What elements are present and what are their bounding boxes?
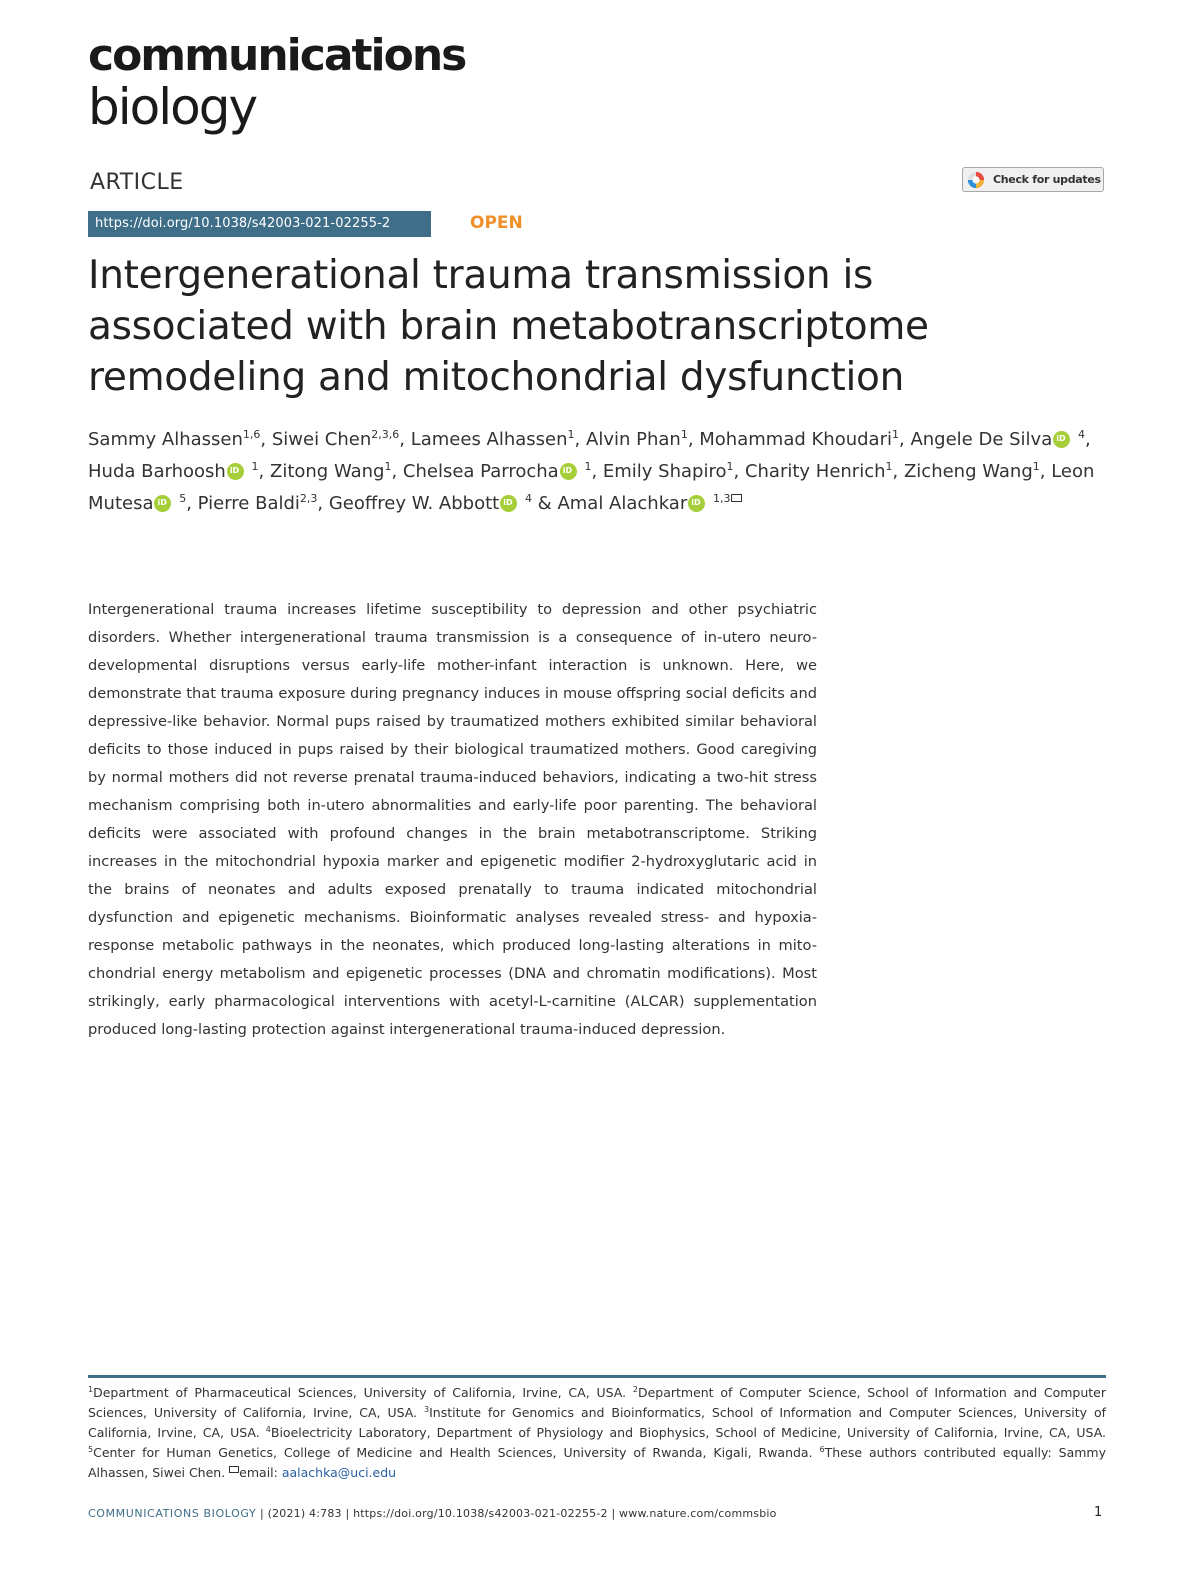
author-name[interactable]: Pierre Baldi bbox=[197, 493, 300, 514]
article-type-label: ARTICLE bbox=[90, 170, 184, 195]
author-name[interactable]: Emily Shapiro bbox=[602, 461, 727, 482]
author bbox=[403, 461, 592, 482]
affiliation-text: Department of Computer Science, School of Information and Computer Sciences, University of California, Irvine, CA, USA. bbox=[88, 1385, 1106, 1420]
author-affiliation-marker: 1 bbox=[251, 460, 259, 473]
author-affiliation-marker: 2,3 bbox=[299, 492, 318, 505]
journal-name-line2: biology bbox=[88, 78, 257, 136]
author-name[interactable]: Lamees Alhassen bbox=[410, 429, 568, 450]
check-updates-label: Check for updates bbox=[993, 173, 1101, 186]
author bbox=[586, 429, 688, 450]
email-link[interactable]: aalachka@uci.edu bbox=[281, 1465, 397, 1480]
affiliation-number: 2 bbox=[632, 1385, 638, 1394]
affiliation-text: Department of Pharmaceutical Sciences, University of California, Irvine, CA, USA. bbox=[93, 1385, 633, 1400]
article-title: Intergenerational trauma transmission is associated with brain metabotranscriptome remodeling and mitochondrial dysfunction bbox=[88, 253, 929, 400]
affiliation-text: Bioelectricity Laboratory, Department of Physiology and Biophysics, School of Medicine, University of California, Irvine, CA, USA. bbox=[270, 1425, 1106, 1440]
author-affiliation-marker: 1 bbox=[680, 428, 688, 441]
author-name[interactable]: Amal Alachkar bbox=[557, 493, 688, 514]
author bbox=[910, 429, 1085, 450]
abstract: Intergenerational trauma increases lifetime susceptibility to depression and other psychiatric disorders. Whether intergenerational trauma transmission is a consequence of in-utero neuro-developmental disruptions versus early-life mother-infant interaction is unknown. Here, we demonstrate that trauma exposure during pregnancy induces in mouse offspring social deficits and depressive-like behavior. Normal pups raised by traumatized mothers exhibited similar behavioral deficits to those induced in pups raised by their biological traumatized mothers. Good caregiving by normal mothers did not reverse prenatal trauma-induced behaviors, indicating a two-hit stress mechanism comprising both in-utero abnormalities and early-life poor parenting. The behavioral deficits were associated with profound changes in the brain metabotranscriptome. Striking increases in the mitochondrial hypoxia marker and epigenetic modifier 2-hydroxyglutaric acid in the brains of neonates and adults exposed prenatally to trauma indicated mitochondrial dysfunction and epigenetic mechanisms. Bioinformatic analyses revealed stress- and hypoxia-response metabolic pathways in the neonates, which produced long-lasting alterations in mito-chondrial energy metabolism and epigenetic processes (DNA and chromatin modifications). Most strikingly, early pharmacological interventions with acetyl-L-carnitine (ALCAR) supplementation produced long-lasting protection against intergenerational trauma-induced depression. bbox=[88, 601, 817, 1038]
author-affiliation-marker: 1 bbox=[384, 460, 392, 473]
author bbox=[699, 429, 899, 450]
affiliation-text: Institute for Genomics and Bioinformatics, School of Information and Computer Sciences, University of California, Irvine, CA, USA. bbox=[88, 1405, 1106, 1440]
affiliation-number: 5 bbox=[88, 1445, 94, 1454]
page-footer: COMMUNICATIONS BIOLOGY | (2021) 4:783 | https://doi.org/10.1038/s42003-021-02255-2 | www.nature.com/commsbio bbox=[88, 1507, 777, 1520]
author-affiliation-marker: 1 bbox=[885, 460, 893, 473]
author bbox=[603, 461, 734, 482]
author-affiliation-marker: 1 bbox=[584, 460, 592, 473]
author-affiliation-marker: 1 bbox=[1032, 460, 1040, 473]
doi-link[interactable]: https://doi.org/10.1038/s42003-021-02255-2 bbox=[88, 211, 431, 237]
affiliation-number: 6 bbox=[819, 1445, 825, 1454]
author-affiliation-marker: 1 bbox=[567, 428, 575, 441]
author-affiliation-marker: 1 bbox=[726, 460, 734, 473]
orcid-icon[interactable] bbox=[154, 495, 171, 512]
affiliations bbox=[88, 1383, 1106, 1483]
author-name[interactable]: Geoffrey W. Abbott bbox=[328, 493, 500, 514]
orcid-icon[interactable] bbox=[500, 495, 517, 512]
orcid-icon[interactable] bbox=[688, 495, 705, 512]
journal-name-line1: communications bbox=[88, 30, 466, 81]
author bbox=[904, 461, 1040, 482]
author-name[interactable]: Zicheng Wang bbox=[903, 461, 1033, 482]
affiliation-text: These authors contributed equally: Sammy Alhassen, Siwei Chen. bbox=[88, 1445, 1106, 1480]
author bbox=[329, 493, 532, 514]
affiliation-number: 1 bbox=[88, 1385, 94, 1394]
author-affiliation-marker: 1 bbox=[891, 428, 899, 441]
affiliation-text: Center for Human Genetics, College of Medicine and Health Sciences, University of Rwanda, Kigali, Rwanda. bbox=[93, 1445, 820, 1460]
author bbox=[745, 461, 893, 482]
author-name[interactable]: Zitong Wang bbox=[270, 461, 385, 482]
author bbox=[88, 461, 259, 482]
author-name[interactable]: Mohammad Khoudari bbox=[699, 429, 892, 450]
author-affiliation-marker: 4 bbox=[524, 492, 532, 505]
author-name[interactable]: Chelsea Parrocha bbox=[402, 461, 559, 482]
open-access-badge: OPEN bbox=[470, 213, 523, 233]
author bbox=[270, 461, 391, 482]
footer-url[interactable]: www.nature.com/commsbio bbox=[619, 1507, 777, 1520]
orcid-icon[interactable] bbox=[1053, 431, 1070, 448]
affiliation-number: 3 bbox=[424, 1405, 430, 1414]
author-affiliation-marker: 4 bbox=[1077, 428, 1085, 441]
author bbox=[198, 493, 318, 514]
author-name[interactable]: Angele De Silva bbox=[910, 429, 1053, 450]
author-affiliation-marker: 1,3 bbox=[712, 492, 731, 505]
author-name[interactable]: Alvin Phan bbox=[586, 429, 681, 450]
author-list: Sammy Alhassen$^{1,6}$, Siwei Chen$^{2,3,6}$, Lamees Alhassen$^1$, Alvin Phan$^1$, Mohammad Khoudari$^1$, Angele De SilvaiD $^4$, Huda BarhooshiD $^1$, Zitong Wang$^1$, Chelsea ParrochaiD $^1$, Emily Shapiro$^1$, Charity Henrich$^1$, Zicheng Wang$^1$, Leon MutesaiD $^5$, Pierre Baldi$^{2,3}$, Geoffrey W. AbbottiD $^4$ & Amal AlachkariD $^{1,3}$ bbox=[88, 424, 1118, 520]
author bbox=[557, 493, 742, 514]
author-affiliation-marker: 2,3,6 bbox=[371, 428, 400, 441]
orcid-icon[interactable] bbox=[227, 463, 244, 480]
footer-doi[interactable]: https://doi.org/10.1038/s42003-021-02255-2 bbox=[353, 1507, 608, 1520]
author bbox=[88, 429, 260, 450]
author-name[interactable]: Leon Mutesa bbox=[88, 461, 1095, 514]
orcid-icon[interactable] bbox=[560, 463, 577, 480]
check-updates-icon bbox=[967, 171, 985, 189]
author-name[interactable]: Huda Barhoosh bbox=[88, 461, 226, 482]
footer-journal: COMMUNICATIONS BIOLOGY bbox=[88, 1507, 257, 1520]
author-name[interactable]: Charity Henrich bbox=[744, 461, 886, 482]
email-icon[interactable] bbox=[731, 494, 742, 502]
page-number: 1 bbox=[1094, 1505, 1103, 1520]
author bbox=[411, 429, 575, 450]
footer-citation: (2021) 4:783 bbox=[267, 1507, 342, 1520]
affiliation-number: 4 bbox=[265, 1425, 271, 1434]
email-label: email: bbox=[239, 1465, 282, 1480]
footnote-divider bbox=[88, 1375, 1106, 1378]
check-for-updates-button[interactable] bbox=[962, 167, 1104, 192]
author-name[interactable]: Sammy Alhassen bbox=[88, 429, 243, 450]
author-affiliation-marker: 1,6 bbox=[242, 428, 261, 441]
journal-logo bbox=[88, 30, 466, 136]
email-icon bbox=[229, 1466, 239, 1473]
author-affiliation-marker: 5 bbox=[179, 492, 187, 505]
author-name[interactable]: Siwei Chen bbox=[271, 429, 372, 450]
author bbox=[272, 429, 399, 450]
